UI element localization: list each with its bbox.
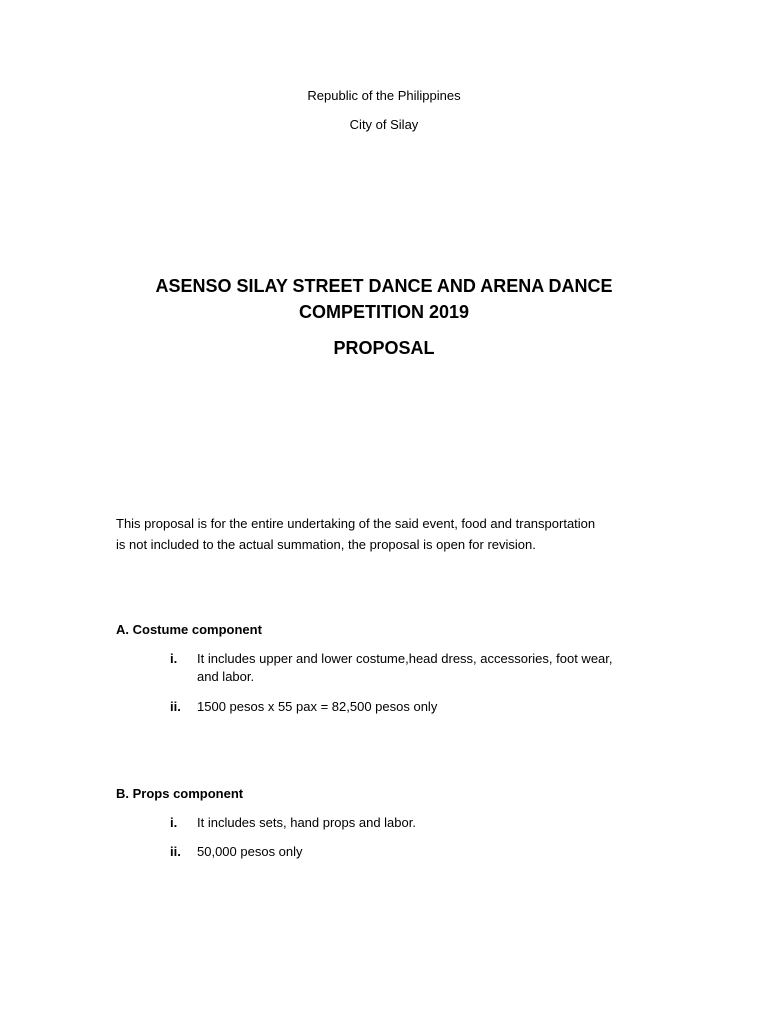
list-marker: i.: [170, 815, 178, 830]
document-title-line-2: COMPETITION 2019: [298, 302, 470, 322]
document-title-line-1: ASENSO SILAY STREET DANCE AND ARENA DANCE: [155, 276, 613, 296]
list-item-text: 1500 pesos x 55 pax = 82,500 pesos only: [197, 699, 438, 714]
list-item-text: It includes sets, hand props and labor.: [197, 815, 416, 830]
list-item-text: and labor.: [197, 669, 255, 684]
list-marker: ii.: [170, 699, 181, 714]
header-republic: Republic of the Philippines: [307, 88, 461, 103]
section-heading-costume: A. Costume component: [116, 622, 262, 637]
list-item-text: 50,000 pesos only: [197, 844, 303, 859]
section-heading-props: B. Props component: [116, 786, 244, 801]
intro-paragraph-line-2: is not included to the actual summation, the proposal is open for revision.: [116, 537, 536, 552]
list-item-text: It includes upper and lower costume,head dress, accessories, foot wear,: [197, 651, 613, 666]
list-marker: ii.: [170, 844, 181, 859]
intro-paragraph-line-1: This proposal is for the entire undertaking of the said event, food and transportation: [116, 516, 596, 531]
header-city: City of Silay: [349, 117, 419, 132]
list-marker: i.: [170, 651, 178, 666]
document-title-proposal: PROPOSAL: [333, 338, 435, 358]
